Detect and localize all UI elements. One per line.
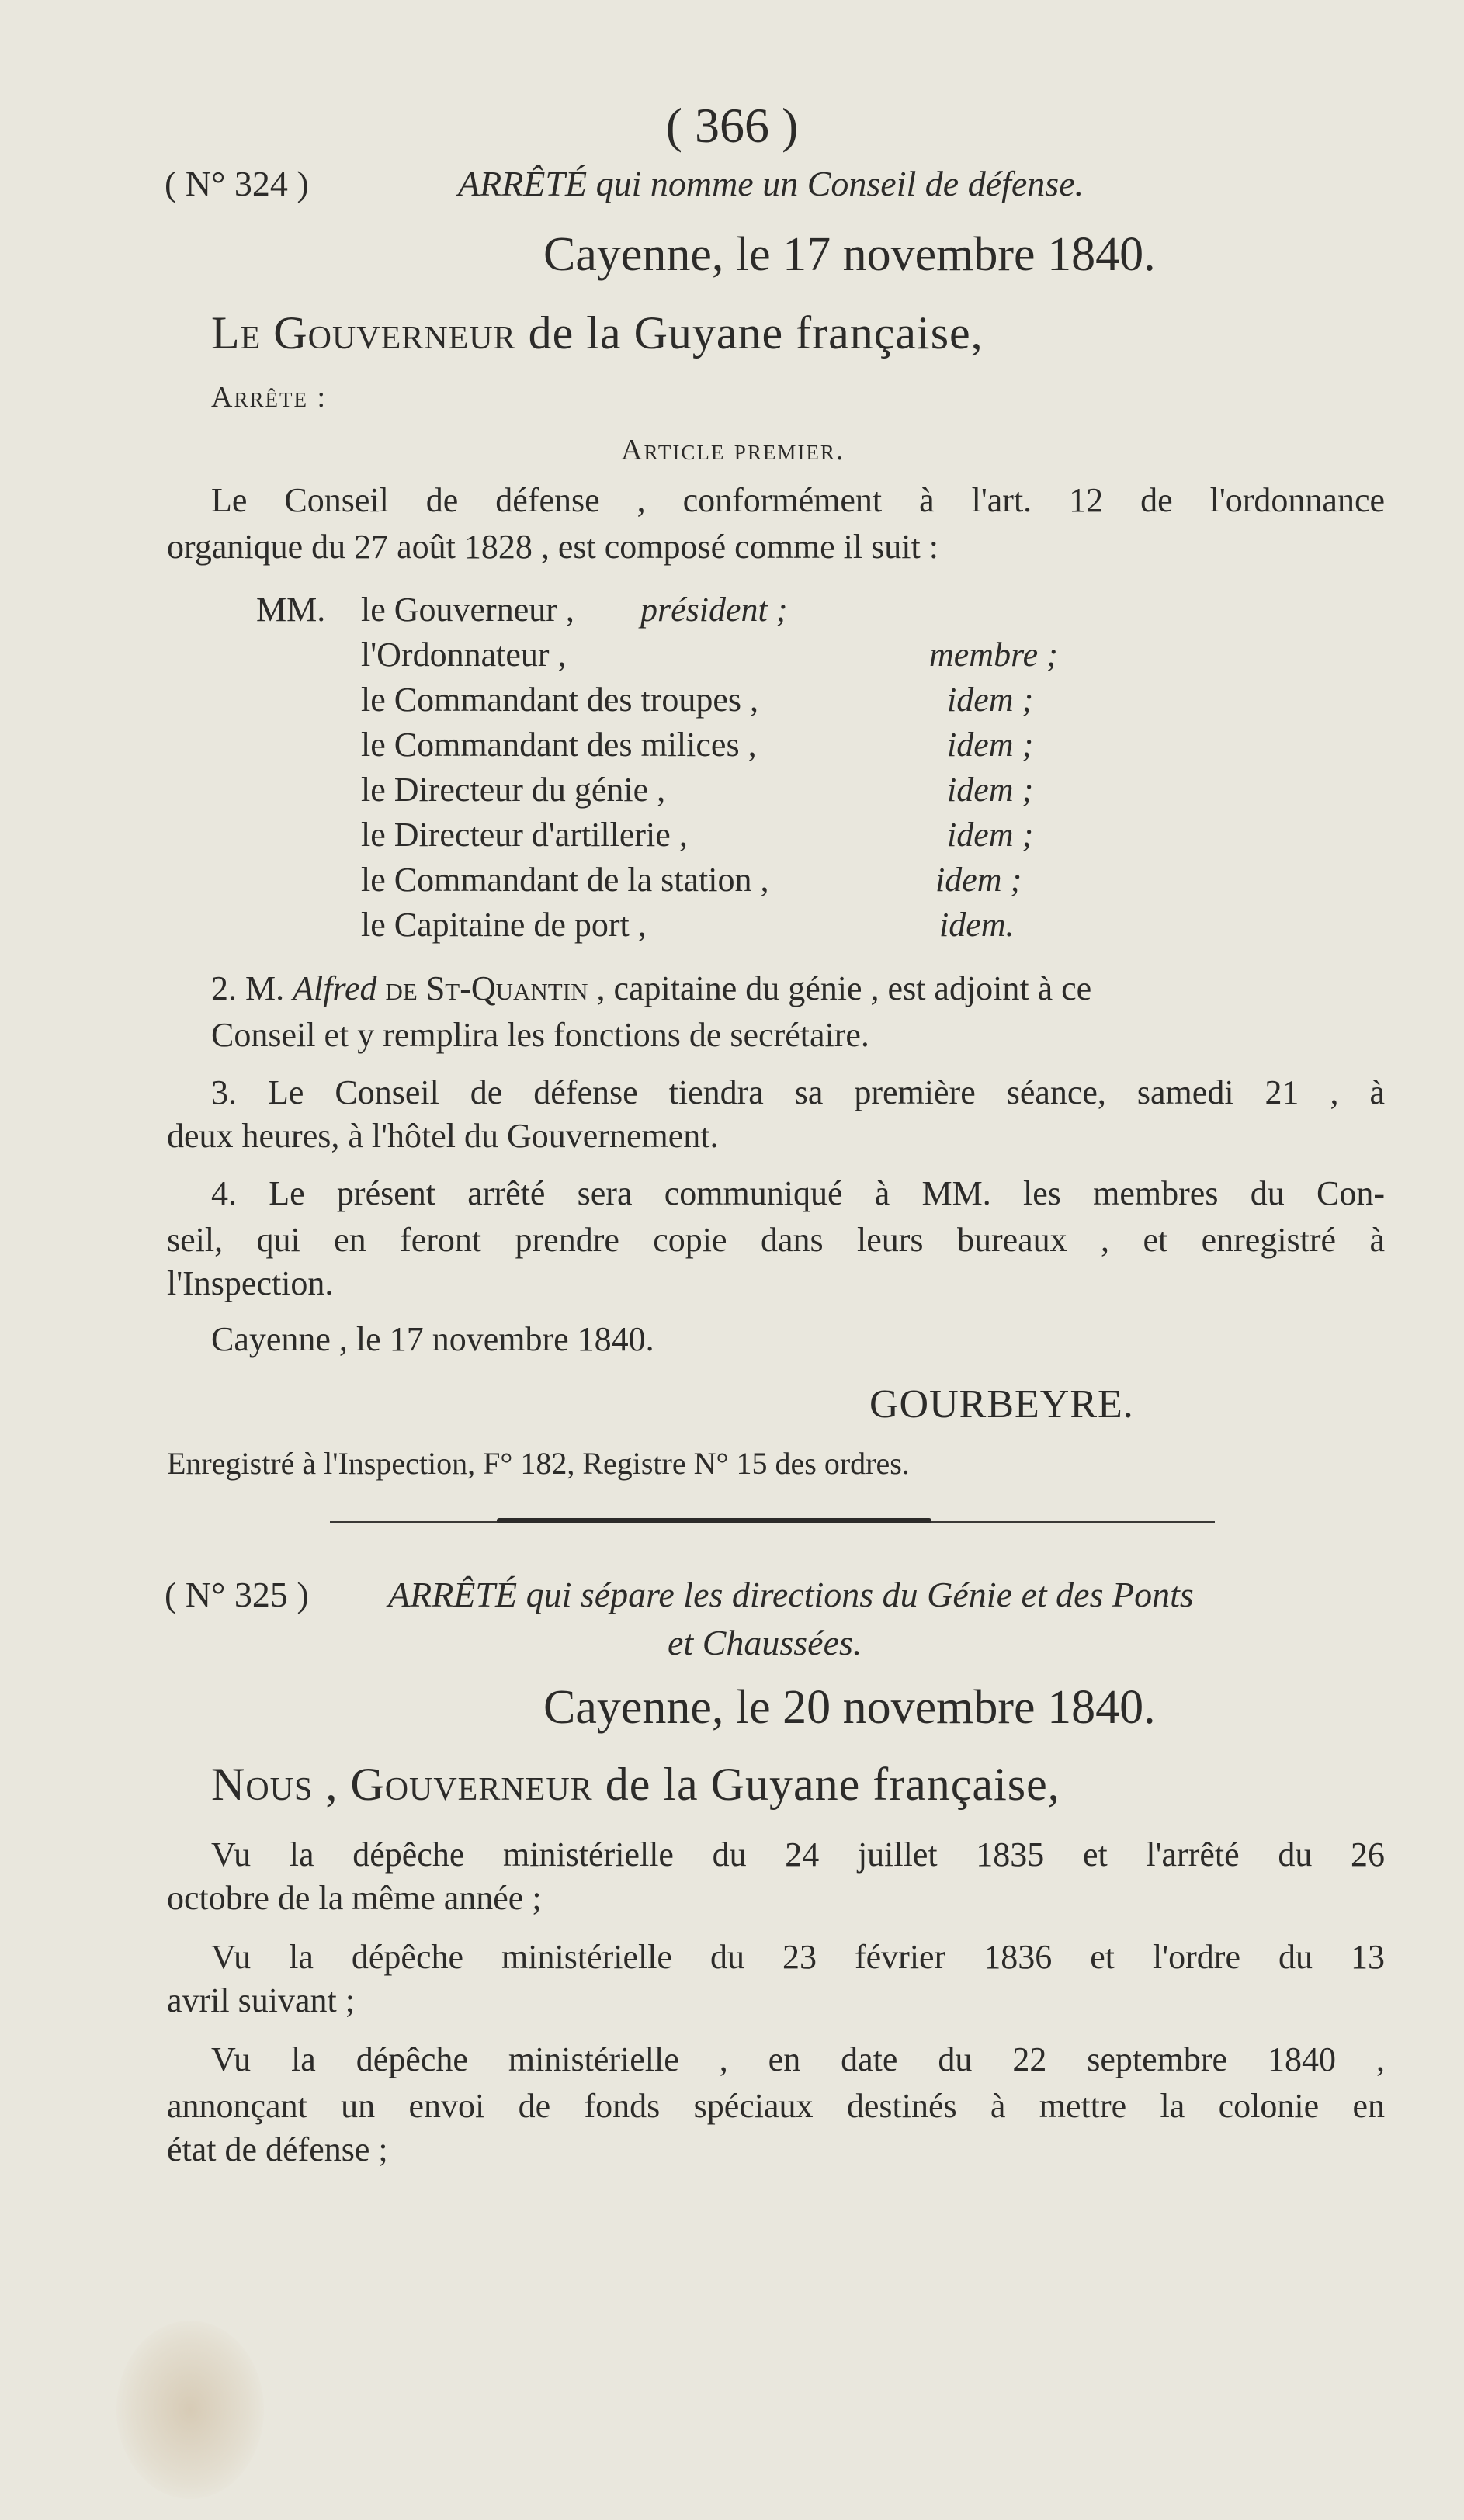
article-4-line2 <box>167 1217 1385 1263</box>
art2-start: 2. M. <box>211 969 293 1007</box>
text-line: Le Conseil de défense , conformément à l'art. 12 de l'ordonnance <box>211 481 1385 519</box>
separator-rule-thick <box>497 1518 931 1523</box>
art2-rest: , capitaine du génie , est adjoint à ce <box>588 969 1092 1007</box>
text-line: seil, qui en feront prendre copie dans leurs bureaux , et enregistré à <box>167 1221 1385 1259</box>
vu-3-line2 <box>167 2083 1385 2130</box>
art2-name-smallcaps: St-Quantin <box>425 969 588 1007</box>
member-value: idem ; <box>947 726 1034 764</box>
member-role: le Commandant des troupes , <box>361 681 759 719</box>
member-role: l'Ordonnateur , <box>361 636 567 674</box>
entry-title-text: ARRÊTÉ qui sépare les directions du Génie et des Ponts <box>388 1575 1194 1614</box>
entry-number: ( N° 324 ) <box>165 164 309 203</box>
member-role: le Commandant des milices , <box>361 726 757 764</box>
text-line: annonçant un envoi de fonds spéciaux destinés à mettre la colonie en <box>167 2087 1385 2125</box>
heading-smallcaps: Nous <box>211 1759 314 1810</box>
article-4 <box>211 1170 1385 1217</box>
article-label: Article premier. <box>621 434 845 466</box>
member-role: le Commandant de la station , <box>361 861 769 899</box>
heading-rest: de la Guyane française, <box>592 1759 1060 1810</box>
member-role: le Directeur d'artillerie , <box>361 816 688 854</box>
member-role: le Directeur du génie , <box>361 771 666 809</box>
text-line: Vu la dépêche ministérielle du 23 février 1836 et l'ordre du 13 <box>211 1938 1385 1976</box>
member-value: idem ; <box>947 681 1034 719</box>
entry-title-line1 <box>388 1574 1194 1615</box>
page-number: ( 366 ) <box>665 98 799 153</box>
member-role: le Capitaine de port , <box>361 906 647 944</box>
entry-title-text: ARRÊTÉ qui nomme un Conseil de défense. <box>458 164 1084 203</box>
member-value: idem ; <box>947 771 1034 809</box>
entry-number: ( N° 325 ) <box>165 1575 309 1614</box>
article-4-line3: l'Inspection. <box>167 1264 334 1302</box>
member-role: le Gouverneur , <box>361 591 574 629</box>
heading-smallcaps: Le Gouverneur <box>211 307 516 359</box>
entry-heading <box>211 307 984 360</box>
paragraph-1-line2 <box>167 524 1160 570</box>
article-2-line1 <box>211 969 1091 1008</box>
vu-1-line2: octobre de la même année ; <box>167 1879 542 1917</box>
arrete-label: Arrête : <box>211 381 327 414</box>
art2-name-italic: Alfred <box>293 969 377 1007</box>
text-line: Vu la dépêche ministérielle , en date du 22 septembre 1840 , <box>211 2040 1385 2078</box>
member-value: président ; <box>640 591 788 629</box>
members-prefix: MM. <box>256 591 326 629</box>
entry-heading <box>211 1758 1060 1811</box>
vu-1 <box>211 1832 1385 1878</box>
vu-2 <box>211 1934 1385 1981</box>
heading-smallcaps: Gouverneur <box>350 1759 593 1810</box>
entry-date: Cayenne, le 17 novembre 1840. <box>543 228 1156 281</box>
registration-note: Enregistré à l'Inspection, F° 182, Registre N° 15 des ordres. <box>167 1446 910 1481</box>
art2-de: de <box>376 969 426 1007</box>
article-3 <box>211 1069 1385 1116</box>
entry-title <box>458 163 1084 204</box>
entry-title-text: et Chaussées. <box>668 1623 862 1662</box>
paper-stain <box>116 2321 264 2499</box>
member-value: idem. <box>939 906 1015 944</box>
text-line: Vu la dépêche ministérielle du 24 juillet 1835 et l'arrêté du 26 <box>211 1835 1385 1874</box>
text-line: organique du 27 août 1828 , est composé comme il suit : <box>167 528 938 566</box>
entry-title-line2 <box>668 1622 862 1663</box>
entry-date: Cayenne, le 20 novembre 1840. <box>543 1681 1156 1734</box>
vu-3 <box>211 2036 1385 2083</box>
article-3-line2: deux heures, à l'hôtel du Gouvernement. <box>167 1117 719 1155</box>
closing-date: Cayenne , le 17 novembre 1840. <box>211 1320 654 1358</box>
member-value: membre ; <box>929 636 1058 674</box>
heading-sep: , <box>313 1759 351 1810</box>
heading-rest: de la Guyane française, <box>515 307 984 359</box>
text-line: 4. Le présent arrêté sera communiqué à MM. les membres du Con- <box>211 1174 1385 1212</box>
member-value: idem ; <box>947 816 1034 854</box>
vu-3-line3: état de défense ; <box>167 2130 388 2168</box>
vu-2-line2: avril suivant ; <box>167 1981 355 2019</box>
text-line: 3. Le Conseil de défense tiendra sa première séance, samedi 21 , à <box>211 1073 1385 1111</box>
paragraph-1 <box>211 477 1385 524</box>
member-value: idem ; <box>935 861 1022 899</box>
signature: GOURBEYRE. <box>869 1382 1134 1426</box>
article-2-line2: Conseil et y remplira les fonctions de secrétaire. <box>211 1016 869 1054</box>
